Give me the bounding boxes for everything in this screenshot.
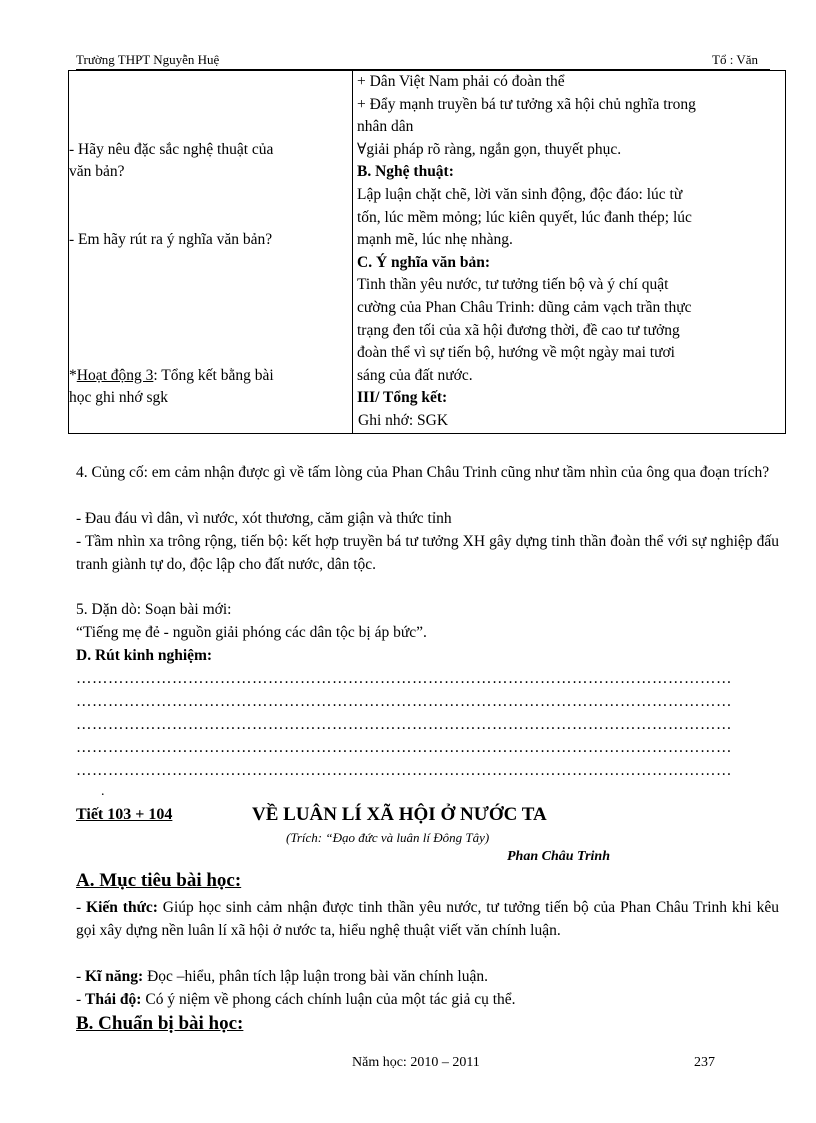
homework-label: 5. Dặn dò: Soạn bài mới: xyxy=(76,601,232,618)
question-summary: *Hoạt động 3: Tổng kết bằng bài xyxy=(69,366,274,384)
checkmark-icon: ∀ xyxy=(357,140,367,158)
lesson-author: Phan Châu Trinh xyxy=(507,849,610,864)
dotted-line: …………………………………………………………………………………………………………… xyxy=(76,762,732,779)
header-school: Trường THPT Nguyễn Huệ xyxy=(76,52,220,67)
answer-column: + Dân Việt Nam phải có đoàn thể + Đẩy mạnh truyền bá tư tưởng xã hội chủ nghĩa trong nhân dân ∀giải pháp rõ ràng, ngắn gọn, thuyết phục. B. Nghệ thuật: Lập luận chặt chẽ, lời văn sinh động, độc đáo: lúc từ tốn, lúc mềm mỏng; lúc kiên quyết, lúc đanh thép; lúc mạnh mẽ, lúc nhẹ nhàng. C. Ý nghĩa văn bản: Tinh thần yêu nước, tư tưởng tiến bộ và ý chí quật cường của Phan Châu Trinh: dũng cảm vạch trần thực trạng đen tối của xã hội đương thời, đề cao tư tưởng đoàn thể vì sự tiến bộ, hướng về một ngày mai tươi sáng của đất nước. III/ Tổng kết: Ghi nhớ: SGK xyxy=(353,71,786,434)
homework-next-lesson: “Tiếng mẹ đẻ - nguồn giải phóng các dân tộc bị áp bức”. xyxy=(76,624,427,641)
dotted-line: …………………………………………………………………………………………………………… xyxy=(76,739,732,756)
lesson-source: (Trích: “Đạo đức và luân lí Đông Tây) xyxy=(286,830,490,845)
header-department: Tổ : Văn xyxy=(712,52,758,67)
question-column: - Hãy nêu đặc sắc nghệ thuật của văn bản? - Em hãy rút ra ý nghĩa văn bản? *Hoạt động 3: Tổng kết bằng bài học ghi nhớ sgk xyxy=(69,71,353,434)
dotted-line: …………………………………………………………………………………………………………… xyxy=(76,693,732,710)
question-art: - Hãy nêu đặc sắc nghệ thuật của xyxy=(69,140,274,158)
lesson-title: VỀ LUÂN LÍ XÃ HỘI Ở NƯỚC TA xyxy=(252,804,547,825)
consolidation-answer-1: - Đau đáu vì dân, vì nước, xót thương, căm giận và thức tỉnh xyxy=(76,510,452,527)
lesson-period: Tiết 103 + 104 xyxy=(76,806,173,823)
consolidation-question: 4. Củng cố: em cảm nhận được gì về tấm lòng của Phan Châu Trinh cũng như tầm nhìn của ông qua đoạn trích? xyxy=(76,464,770,481)
footer-school-year: Năm học: 2010 – 2011 xyxy=(352,1055,480,1070)
section-summary-heading: III/ Tổng kết: xyxy=(357,389,448,407)
stray-dot: . xyxy=(101,784,105,799)
question-meaning: - Em hãy rút ra ý nghĩa văn bản? xyxy=(69,231,273,249)
consolidation-answer-2: - Tầm nhìn xa trông rộng, tiến bộ: kết hợp truyền bá tư tưởng XH gây dựng tinh thần đoàn thể với sự nghiệp đấu tranh giành tự do, độc lập cho đất nước, dân tộc. xyxy=(76,533,779,573)
dotted-line: …………………………………………………………………………………………………………… xyxy=(76,670,732,687)
section-b-heading: B. Chuẩn bị bài học: xyxy=(76,1013,244,1034)
lesson-table xyxy=(68,70,786,434)
objective-attitude: - Thái độ: Có ý niệm về phong cách chính luận của một tác giả cụ thể. xyxy=(76,991,516,1008)
page-number: 237 xyxy=(694,1055,715,1070)
section-c-meaning-heading: C. Ý nghĩa văn bản: xyxy=(357,253,491,271)
objective-skill: - Kĩ năng: Đọc –hiểu, phân tích lập luận trong bài văn chính luận. xyxy=(76,968,488,985)
section-a-heading: A. Mục tiêu bài học: xyxy=(76,870,242,891)
objective-knowledge: - Kiến thức: Giúp học sinh cảm nhận được tinh thần yêu nước, tư tưởng tiến bộ của Phan Châu Trinh khi kêu gọi xây dựng nền luân lí xã hội ở nước ta, hiểu nghệ thuật viết văn chính luận. xyxy=(76,899,779,939)
section-b-art-heading: B. Nghệ thuật: xyxy=(357,163,454,181)
dotted-line: …………………………………………………………………………………………………………… xyxy=(76,716,732,733)
experience-heading: D. Rút kinh nghiệm: xyxy=(76,647,213,664)
